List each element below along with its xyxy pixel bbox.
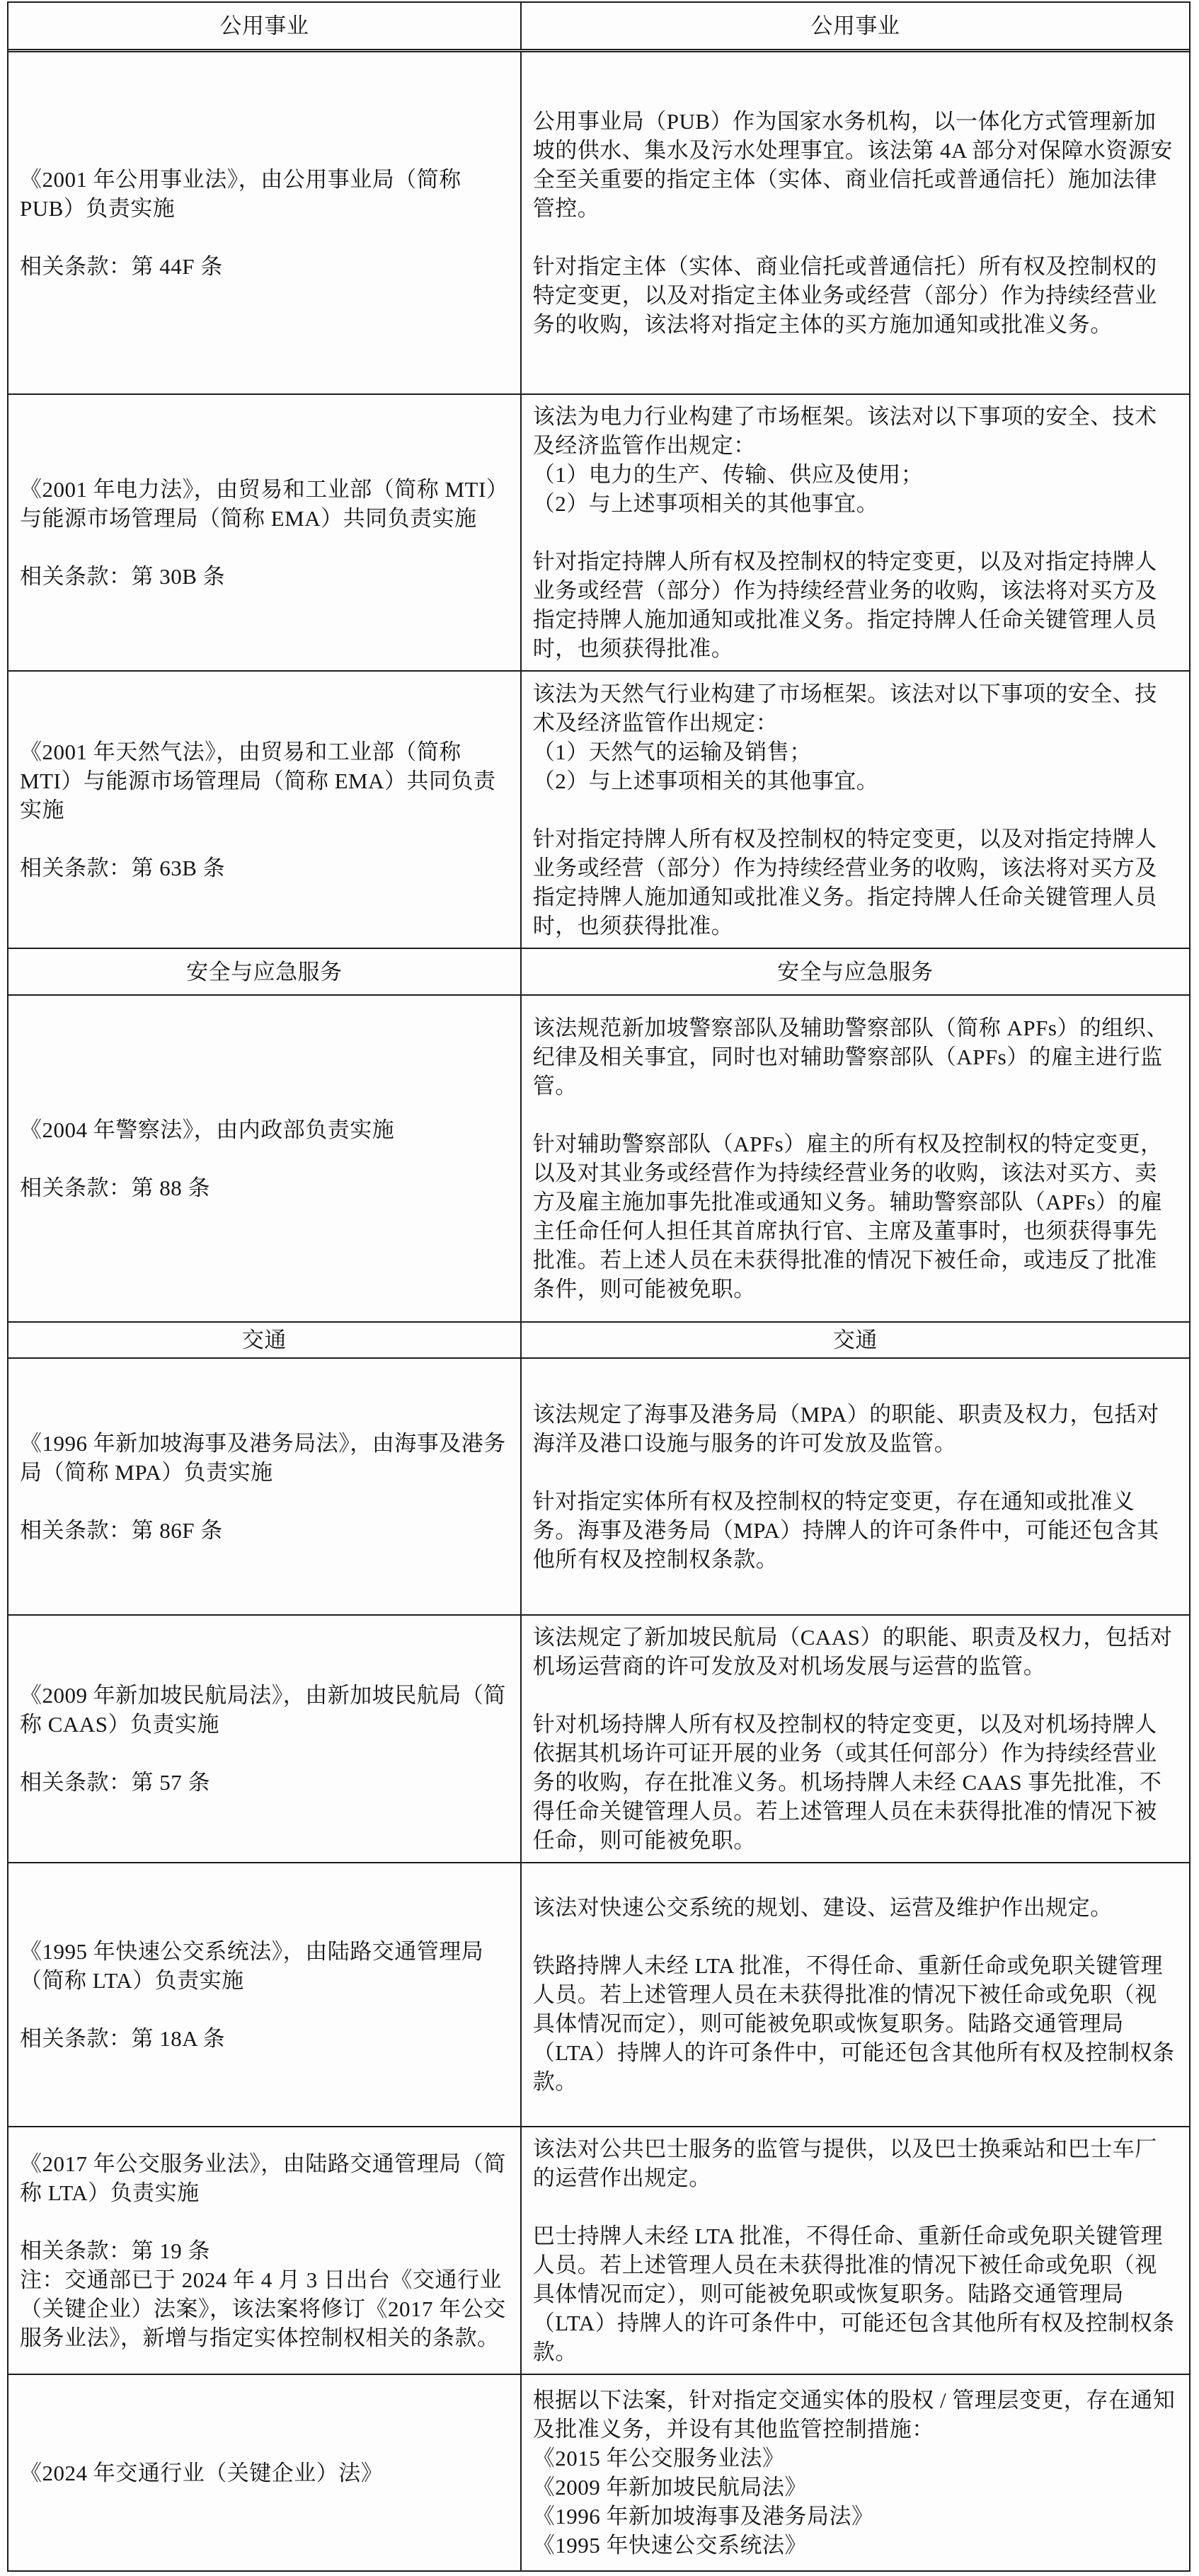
left-block [20,475,509,533]
section-header-left: 安全与应急服务 [8,949,522,994]
text-line: 针对指定实体所有权及控制权的特定变更，存在通知或批准义务。海事及港务局（MPA）持牌人的许可条件中，可能还包含其他所有权及控制权条款。 [532,1488,1159,1572]
text-line: 《1996 年新加坡海事及港务局法》 [532,2504,874,2529]
text-line: 针对指定主体（实体、商业信托或普通信托）所有权及控制权的特定变更，以及对指定主体业务或经营（部分）作为持续经营业务的收购，该法将对指定主体的买方施加通知或批准义务。 [532,254,1157,337]
text-line: （1）电力的生产、传输、供应及使用； [532,462,924,487]
text-line: 该法为电力行业构建了市场框架。该法对以下事项的安全、技术及经济监管作出规定： [532,404,1157,458]
description-cell [522,996,1189,1321]
text-line: 相关条款：第 18A 条 [20,2025,226,2051]
right-block [533,1623,1178,1681]
text-line: 相关条款：第 57 条 [20,1770,210,1795]
description-cell [522,2127,1189,2374]
text-line: 针对指定持牌人所有权及控制权的特定变更，以及对指定持牌人业务或经营（部分）作为持续经营业务的收购，该法将对买方及指定持牌人施加通知或批准义务。指定持牌人任命关键管理人员时，也须获得批准。 [532,549,1157,661]
table-row [8,2127,1189,2375]
left-block [20,1516,509,1545]
right-block [533,1893,1178,1922]
right-block [533,2221,1178,2367]
section-header-left: 公用事业 [8,3,522,49]
law-cell [8,1863,522,2126]
text-line: 《2024 年交通行业（关键企业）法》 [20,2460,384,2485]
law-cell [8,996,522,1321]
text-line: （1）天然气的运输及销售； [532,739,812,764]
left-block [20,1173,509,1202]
left-block [20,1937,509,1995]
text-line: 《2001 年电力法》，由贸易和工业部（简称 MTI）与能源市场管理局（简称 EMA）共同负责实施 [20,476,509,531]
left-block [20,165,509,223]
left-block [20,853,509,882]
right-block [533,547,1178,663]
right-block [533,1013,1178,1100]
right-block [533,1951,1178,2096]
left-block [20,562,509,591]
right-block [533,679,1178,795]
table-row [8,1616,1189,1863]
description-cell [522,1863,1189,2126]
text-line: 该法规范新加坡警察部队及辅助警察部队（简称 APFs）的组织、纪律及相关事宜，同时也对辅助警察部队（APFs）的雇主进行监管。 [532,1016,1169,1098]
right-block [533,1129,1178,1304]
section-header-left: 交通 [8,1323,522,1357]
section-header-row [8,1323,1189,1359]
description-cell [522,2375,1189,2570]
text-line: 该法对快速公交系统的规划、建设、运营及维护作出规定。 [532,1895,1113,1920]
text-line: 铁路持牌人未经 LTA 批准，不得任命、重新任命或免职关键管理人员。若上述管理人员在未获得批准的情况下被任命或免职（视具体情况而定），则可能被免职或恢复职务。陆路交通管理局（LTA）持牌人的许可条件中，可能还包含其他所有权及控制权条款。 [532,1953,1175,2094]
left-block [20,737,509,824]
text-line: 《2001 年公用事业法》，由公用事业局（简称 PUB）负责实施 [20,167,461,221]
text-line: 该法为天然气行业构建了市场框架。该法对以下事项的安全、技术及经济监管作出规定： [532,681,1157,735]
text-line: 针对机场持牌人所有权及控制权的特定变更，以及对机场持牌人依据其机场许可证开展的业务（或其任何部分）作为持续经营业务的收购，存在批准义务。机场持牌人未经 CAAS 事先批准，不得任命关键管理人员。若上述管理人员在未获得批准的情况下被任命，则可能被免职。 [532,1712,1162,1853]
text-line: 公用事业局（PUB）作为国家水务机构，以一体化方式管理新加坡的供水、集水及污水处理事宜。该法第 4A 部分对保障水资源安全至关重要的指定主体（实体、商业信托或普通信托）施加法律管控。 [532,109,1173,221]
regulation-table [7,1,1191,2572]
text-line: 《1995 年快速公交系统法》，由陆路交通管理局（简称 LTA）负责实施 [20,1938,484,1993]
law-cell [8,1616,522,1862]
text-line: （2）与上述事项相关的其他事宜。 [532,768,879,793]
left-block [20,252,509,281]
law-cell [8,2127,522,2374]
left-block [20,1681,509,1739]
table-row [8,395,1189,672]
section-header-right: 安全与应急服务 [777,959,934,984]
text-line: 巴士持牌人未经 LTA 批准，不得任命、重新任命或免职关键管理人员。若上述管理人员在未获得批准的情况下被任命或免职（视具体情况而定），则可能被免职或恢复职务。陆路交通管理局（LTA）持牌人的许可条件中，可能还包含其他所有权及控制权条款。 [532,2224,1175,2364]
description-cell [522,52,1189,393]
table-row [8,2375,1189,2570]
section-header-row [8,3,1189,52]
table-row [8,52,1189,395]
section-header-right: 公用事业 [810,13,900,38]
text-line: 相关条款：第 19 条 [20,2238,210,2263]
text-line: 针对指定持牌人所有权及控制权的特定变更，以及对指定持牌人业务或经营（部分）作为持续经营业务的收购，该法将对买方及指定持牌人施加通知或批准义务。指定持牌人任命关键管理人员时，也须获得批准。 [532,826,1157,938]
text-line: 《2017 年公交服务业法》，由陆路交通管理局（简称 LTA）负责实施 [20,2151,506,2205]
text-line: 根据以下法案，针对指定交通实体的股权 / 管理层变更，存在通知及批准义务，并设有其他监管控制措施： [532,2388,1176,2442]
left-block [20,1768,509,1797]
text-line: 相关条款：第 30B 条 [20,563,226,589]
description-cell [522,1359,1189,1614]
right-block [533,824,1178,941]
text-line: 注：交通部已于 2024 年 4 月 3 日出台《交通行业（关键企业）法案》，该法案将修订《2017 年公交服务业法》，新增与指定实体控制权相关的条款。 [20,2267,506,2350]
description-cell [522,1616,1189,1862]
text-line: 相关条款：第 86F 条 [20,1517,223,1543]
right-block [533,252,1178,339]
right-block [533,2134,1178,2192]
right-block [533,1400,1178,1458]
left-block [20,1429,509,1487]
text-line: 该法规定了新加坡民航局（CAAS）的职能、职责及权力，包括对机场运营商的许可发放及对机场发展与运营的监管。 [532,1625,1173,1679]
law-cell [8,672,522,948]
right-block [533,1487,1178,1574]
text-line: 《2009 年新加坡民航局法》，由新加坡民航局（简称 CAAS）负责实施 [20,1683,506,1737]
text-line: 《2001 年天然气法》，由贸易和工业部（简称 MTI）与能源市场管理局（简称 EMA）共同负责实施 [20,739,496,822]
text-line: 《1995 年快速公交系统法》 [532,2533,807,2558]
text-line: 该法规定了海事及港务局（MPA）的职能、职责及权力，包括对海洋及港口设施与服务的许可发放及监管。 [532,1401,1159,1456]
text-line: 《2004 年警察法》，由内政部负责实施 [20,1117,395,1142]
description-cell [522,672,1189,948]
left-block [20,2024,509,2053]
text-line: 相关条款：第 88 条 [20,1175,210,1200]
law-cell [8,52,522,393]
text-line: 《2015 年公交服务业法》 [532,2446,785,2471]
law-cell [8,2375,522,2570]
law-cell [8,1359,522,1614]
table-row [8,996,1189,1323]
table-row [8,672,1189,949]
description-cell [522,395,1189,670]
right-block [533,1710,1178,1855]
text-line: 《2009 年新加坡民航局法》 [532,2475,807,2500]
left-block [20,2149,509,2207]
text-line: 相关条款：第 44F 条 [20,254,223,279]
law-cell [8,395,522,670]
section-header-row [8,949,1189,996]
left-block [20,2459,509,2488]
right-block [533,107,1178,223]
text-line: 该法对公共巴士服务的监管与提供，以及巴士换乘站和巴士车厂的运营作出规定。 [532,2137,1157,2190]
text-line: 《1996 年新加坡海事及港务局法》，由海事及港务局（简称 MPA）负责实施 [20,1430,506,1485]
text-line: 相关条款：第 63B 条 [20,855,226,880]
text-line: 针对辅助警察部队（APFs）雇主的所有权及控制权的特定变更，以及对其业务或经营作为持续经营业务的收购，该法对买方、卖方及雇主施加事先批准或通知义务。辅助警察部队（APFs）的雇主任命任何人担任其首席执行官、主席及董事时，也须获得事先批准。若上述人员在未获得批准的情况下被任命，或违反了批准条件，则可能被免职。 [532,1132,1163,1301]
section-header-right: 交通 [832,1328,878,1352]
table-row [8,1359,1189,1616]
left-block [20,2236,509,2352]
table-row [8,1863,1189,2127]
right-block [533,2386,1178,2560]
left-block [20,1115,509,1144]
text-line: （2）与上述事项相关的其他事宜。 [532,491,879,516]
right-block [533,402,1178,518]
